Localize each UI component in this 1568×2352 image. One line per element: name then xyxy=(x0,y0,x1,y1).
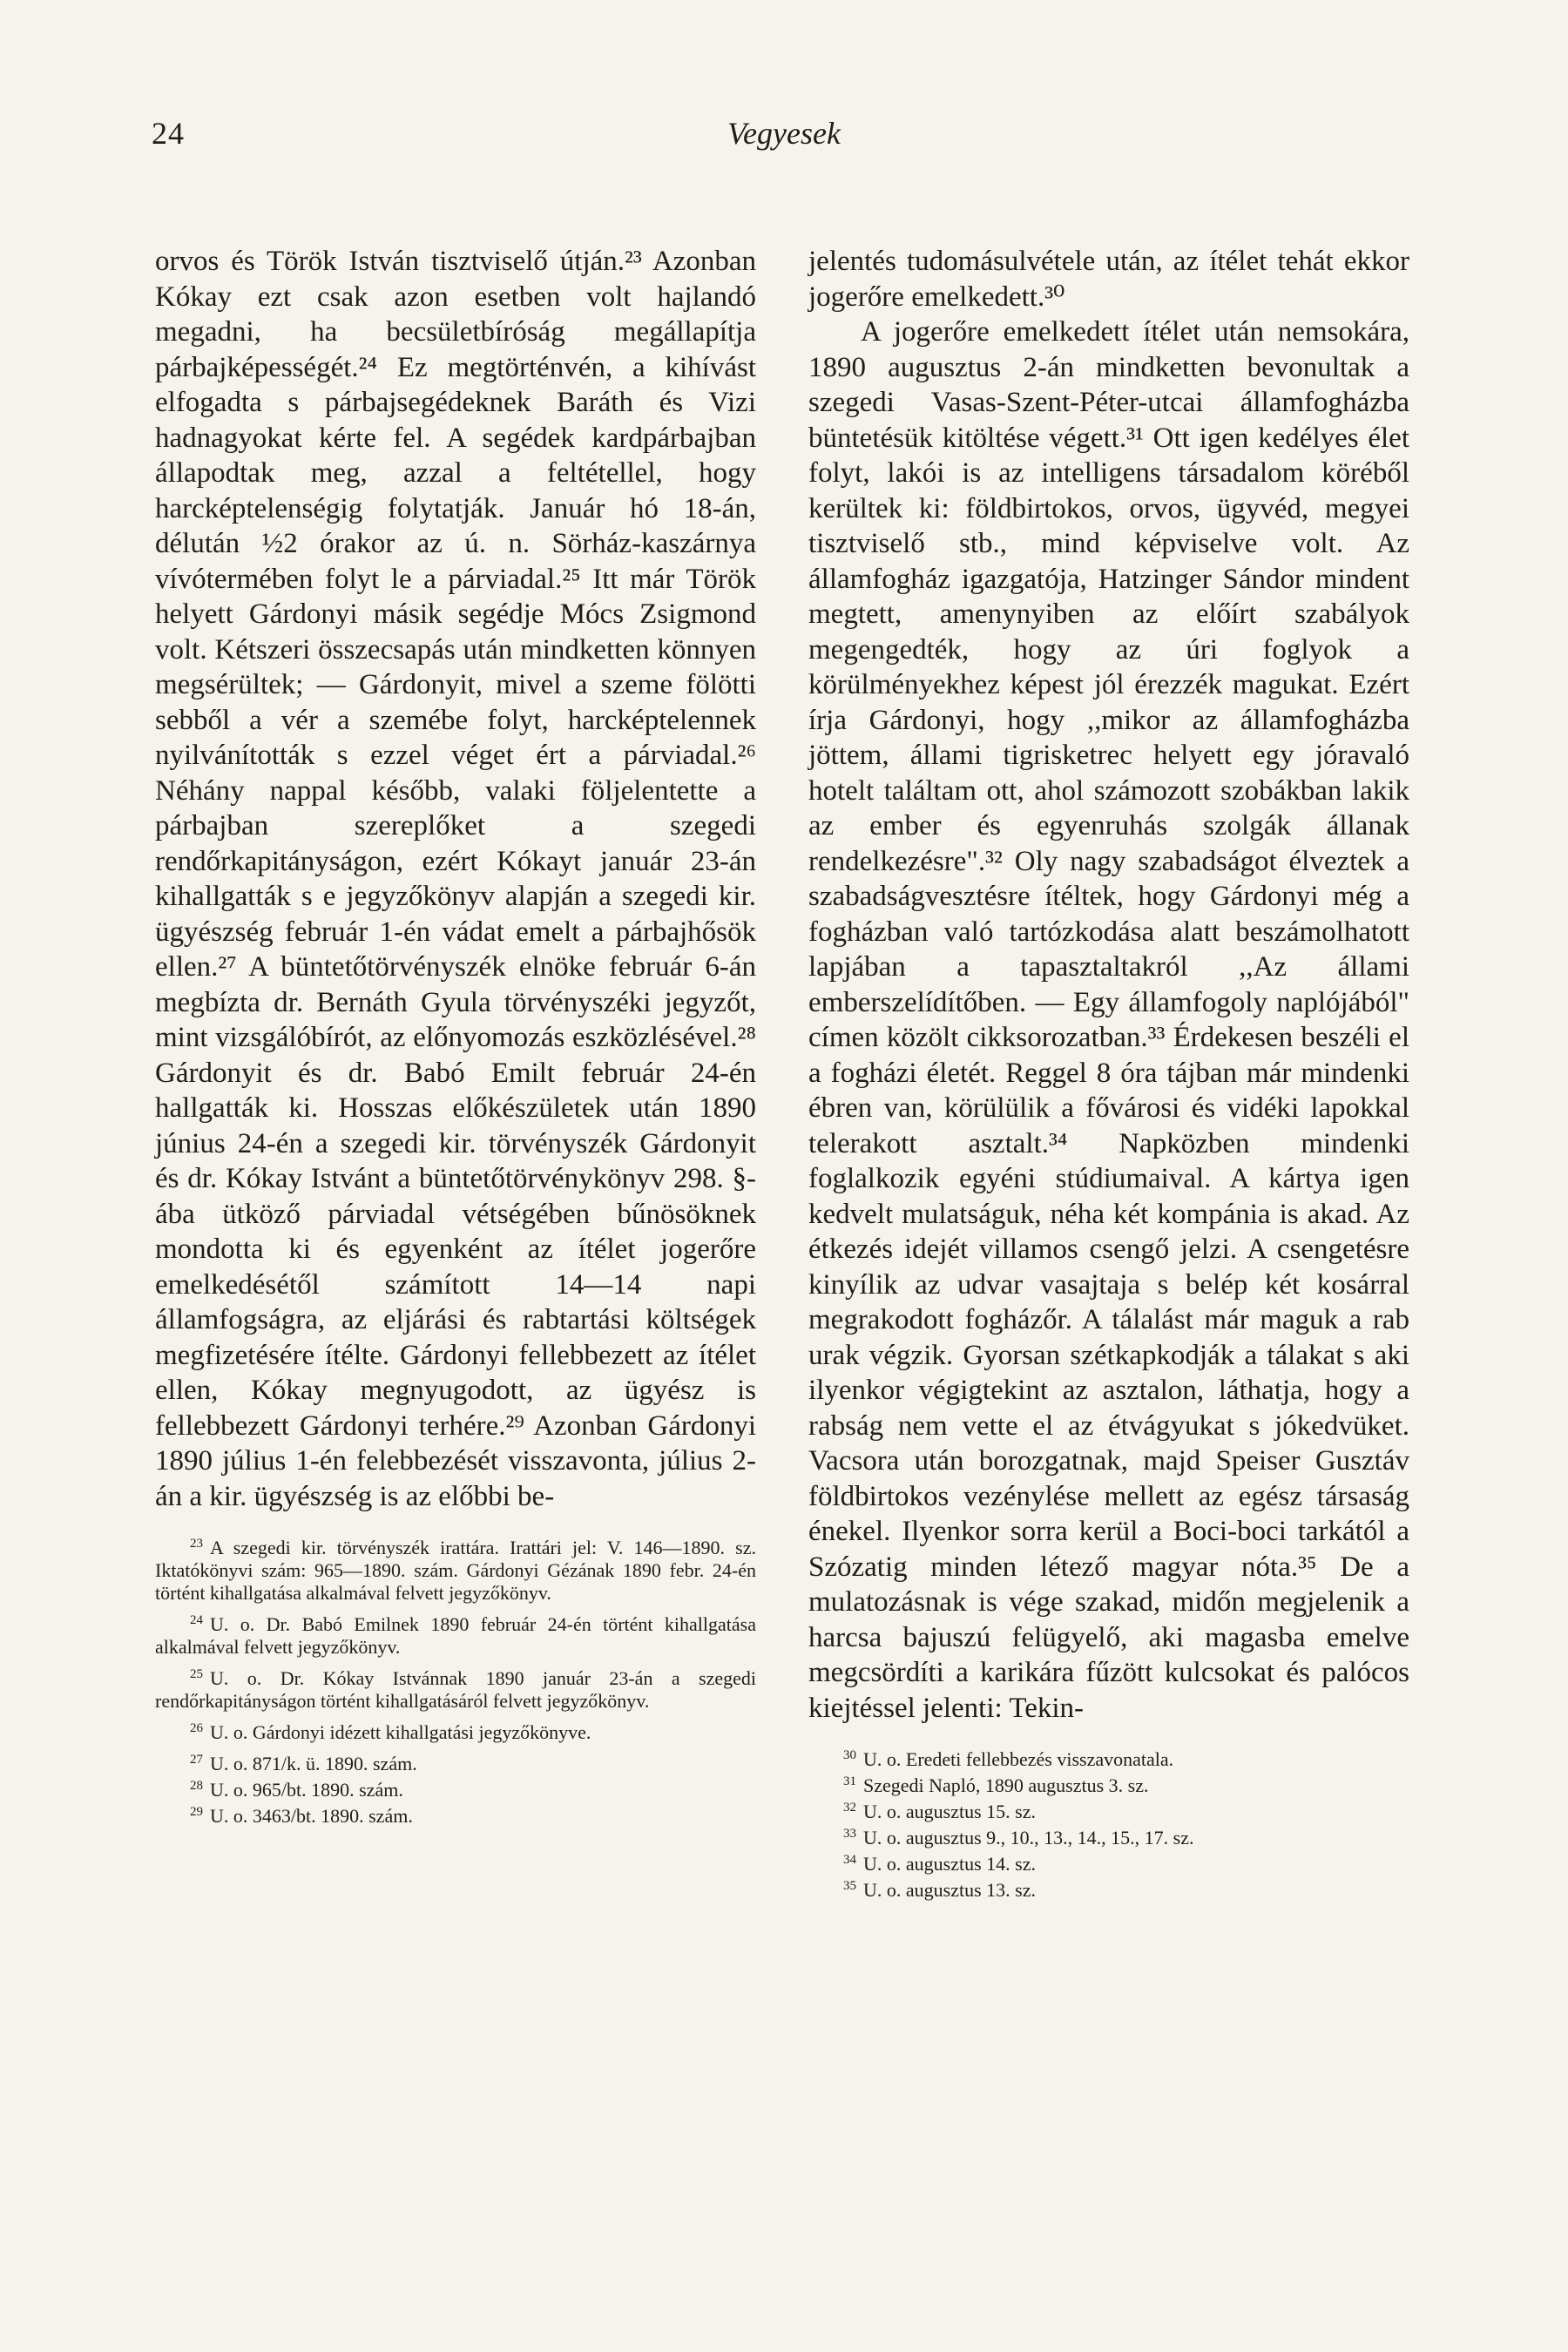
footnote-number: 30 xyxy=(843,1747,856,1762)
footnote-29 xyxy=(155,1805,756,1828)
footnote-number: 32 xyxy=(843,1800,856,1815)
footnote-number: 29 xyxy=(190,1804,203,1819)
footnote-text: U. o. augusztus 9., 10., 13., 14., 15., 17. sz. xyxy=(863,1827,1194,1848)
footnote-text: U. o. augusztus 15. sz. xyxy=(863,1801,1036,1822)
footnote-text: U. o. Dr. Kókay Istvánnak 1890 január 23-án a szegedi rendőrkapitányságon történt kihallgatásáról felvett jegyzőkönyv. xyxy=(155,1667,756,1712)
right-footnotes xyxy=(808,1748,1409,1902)
footnote-number: 28 xyxy=(190,1778,203,1793)
right-paragraph-2: A jogerőre emelkedett ítélet után nemsokára, 1890 augusztus 2-án mindketten bevonultak a szegedi Vasas-Szent-Péter-utcai államfogházba büntetésük kitöltése végett.³¹ Ott igen kedélyes élet folyt, lakói is az intelligens társadalom köréből kerültek ki: földbirtokos, orvos, ügyvéd, megyei tisztviselő stb., mind képviselve volt. Az államfogház igazgatója, Hatzinger Sándor mindent megtett, amenynyiben az előírt szabályok megengedték, hogy az úri foglyok a körülményekhez képest jól érezzék magukat. Ezért írja Gárdonyi, hogy ,,mikor az államfogházba jöttem, állami tigrisketrec helyett egy jóravaló hotelt találtam ott, ahol számozott szobákban lakik az ember és egyenruhás szolgák állanak rendelkezésre".³² Oly nagy szabadságot élveztek a szabadságvesztésre ítéltek, hogy Gárdonyi még a fogházban való tartózkodása alatt beszámolhatott lapjában a tapasztaltakról ,,Az állami emberszelídítőben. — Egy államfogoly naplójából" címen közölt cikksorozatban.³³ Érdekesen beszéli el a fogházi életét. Reggel 8 óra tájban már mindenki ébren van, körülülik a fővárosi és vidéki lapokkal telerakott asztalt.³⁴ Napközben mindenki foglalkozik egyéni stúdiumaival. A kártya igen kedvelt mulatságuk, néha két kompánia is akad. Az étkezés idejét villamos csengő jelzi. A csengetésre kinyílik az udvar vasajtaja s belép két kosárral megrakodott fogházőr. A tálalást már maguk a rab urak végzik. Gyorsan szétkapkodják a tálakat s aki ilyenkor végigtekint az asztalon, láthatja, hogy a rabság nem vette el az étvágyukat s jókedvüket. Vacsora után borozgatnak, majd Speiser Gusztáv földbirtokos vezénylése mellett az egész társaság énekel. Ilyenkor sorra kerül a Boci-boci tarkától a Szózatig minden létező magyar nóta.³⁵ De a mulatozásnak is vége szakad, midőn megjelenik a harcsa bajuszú felügyelő, aki magasba emelve megcsördíti a karikára fűzött kulcsokat és palócos kiejtéssel jelenti: Tekin- xyxy=(808,316,1409,1724)
footnote-text: U. o. 965/bt. 1890. szám. xyxy=(210,1779,403,1801)
footnote-26 xyxy=(155,1721,756,1744)
footnote-number: 24 xyxy=(190,1612,203,1627)
footnote-number: 26 xyxy=(190,1720,203,1735)
footnote-28 xyxy=(155,1779,756,1801)
footnote-text: A szegedi kir. törvényszék irattára. Irattári jel: V. 146—1890. sz. Iktatókönyvi szám: 965—1890. szám. Gárdonyi Gézának 1890 febr. 24-én történt kihallgatása alkalmával felvett jegyzőkönyv. xyxy=(155,1537,756,1604)
right-body-text xyxy=(808,244,1409,1726)
footnote-text: U. o. 871/k. ü. 1890. szám. xyxy=(210,1753,417,1774)
footnote-number: 31 xyxy=(843,1774,856,1788)
footnote-text: U. o. 3463/bt. 1890. szám. xyxy=(210,1805,413,1827)
footnote-text: U. o. Gárdonyi idézett kihallgatási jegyzőkönyve. xyxy=(210,1721,591,1743)
footnote-34 xyxy=(808,1853,1409,1876)
footnote-31 xyxy=(808,1774,1409,1797)
footnote-23 xyxy=(155,1537,756,1605)
footnote-27 xyxy=(155,1753,756,1775)
right-column xyxy=(808,244,1409,1905)
page-number: 24 xyxy=(152,116,185,151)
footnote-number: 35 xyxy=(843,1878,856,1893)
footnote-30 xyxy=(808,1748,1409,1771)
footnote-35 xyxy=(808,1879,1409,1902)
footnote-number: 33 xyxy=(843,1826,856,1841)
footnote-text: U. o. augusztus 14. sz. xyxy=(863,1853,1036,1875)
footnote-number: 34 xyxy=(843,1852,856,1867)
footnote-text: U. o. Eredeti fellebbezés visszavonatala. xyxy=(863,1748,1174,1770)
footnote-33 xyxy=(808,1827,1409,1849)
footnote-text: Szegedi Napló, 1890 augusztus 3. sz. xyxy=(863,1774,1149,1796)
footnote-24 xyxy=(155,1613,756,1659)
left-footnotes xyxy=(155,1537,756,1828)
footnote-number: 27 xyxy=(190,1752,203,1767)
footnote-number: 25 xyxy=(190,1666,203,1681)
running-title: Vegyesek xyxy=(727,116,841,151)
footnote-text: U. o. Dr. Babó Emilnek 1890 február 24-én történt kihallgatása alkalmával felvett jegyzőkönyv. xyxy=(155,1613,756,1658)
left-column xyxy=(155,244,756,1831)
footnote-text: U. o. augusztus 13. sz. xyxy=(863,1879,1036,1901)
footnote-number: 23 xyxy=(190,1536,203,1551)
right-paragraph-1: jelentés tudomásulvétele után, az ítélet tehát ekkor jogerőre emelkedett.³⁰ xyxy=(808,246,1409,313)
footnote-25 xyxy=(155,1667,756,1713)
footnote-32 xyxy=(808,1801,1409,1823)
left-body-text xyxy=(155,244,756,1514)
left-paragraph-1: orvos és Török István tisztviselő útján.²³ Azonban Kókay ezt csak azon esetben volt hajlandó megadni, ha becsületbíróság megállapítja párbajképességét.²⁴ Ez megtörténvén, a kihívást elfogadta s párbajsegédeknek Baráth és Vizi hadnagyokat kérte fel. A segédek kardpárbajban állapodtak meg, azzal a feltétellel, hogy harcképtelenségig folytatják. Január hó 18-án, délután ½2 órakor az ú. n. Sörház-kaszárnya vívótermében folyt le a párviadal.²⁵ Itt már Török helyett Gárdonyi másik segédje Mócs Zsigmond volt. Kétszeri összecsapás után mindketten könnyen megsérültek; — Gárdonyit, mivel a szeme fölötti sebből a vér a szemébe folyt, harcképtelennek nyilvánították s ezzel véget ért a párviadal.²⁶ Néhány nappal később, valaki följelentette a párbajban szereplőket a szegedi rendőrkapitányságon, ezért Kókayt január 23-án kihallgatták s e jegyzőkönyv alapján a szegedi kir. ügyészség február 1-én vádat emelt a párbajhősök ellen.²⁷ A büntetőtörvényszék elnöke február 6-án megbízta dr. Bernáth Gyula törvényszéki jegyzőt, mint vizsgálóbírót, az előnyomozás eszközlésével.²⁸ Gárdonyit és dr. Babó Emilt február 24-én hallgatták ki. Hosszas előkészületek után 1890 június 24-én a szegedi kir. törvényszék Gárdonyit és dr. Kókay Istvánt a büntetőtörvénykönyv 298. §-ába ütköző párviadal vétségében bűnösöknek mondotta ki és egyenként az ítélet jogerőre emelkedésétől számított 14—14 napi államfogságra, az eljárási és rabtartási költségek megfizetésére ítélte. Gárdonyi fellebbezett az ítélet ellen, Kókay megnyugodott, az ügyész is fellebbezett Gárdonyi terhére.²⁹ Azonban Gárdonyi 1890 július 1-én felebbezését visszavonta, július 2-án a kir. ügyészség is az előbbi be- xyxy=(155,246,756,1512)
